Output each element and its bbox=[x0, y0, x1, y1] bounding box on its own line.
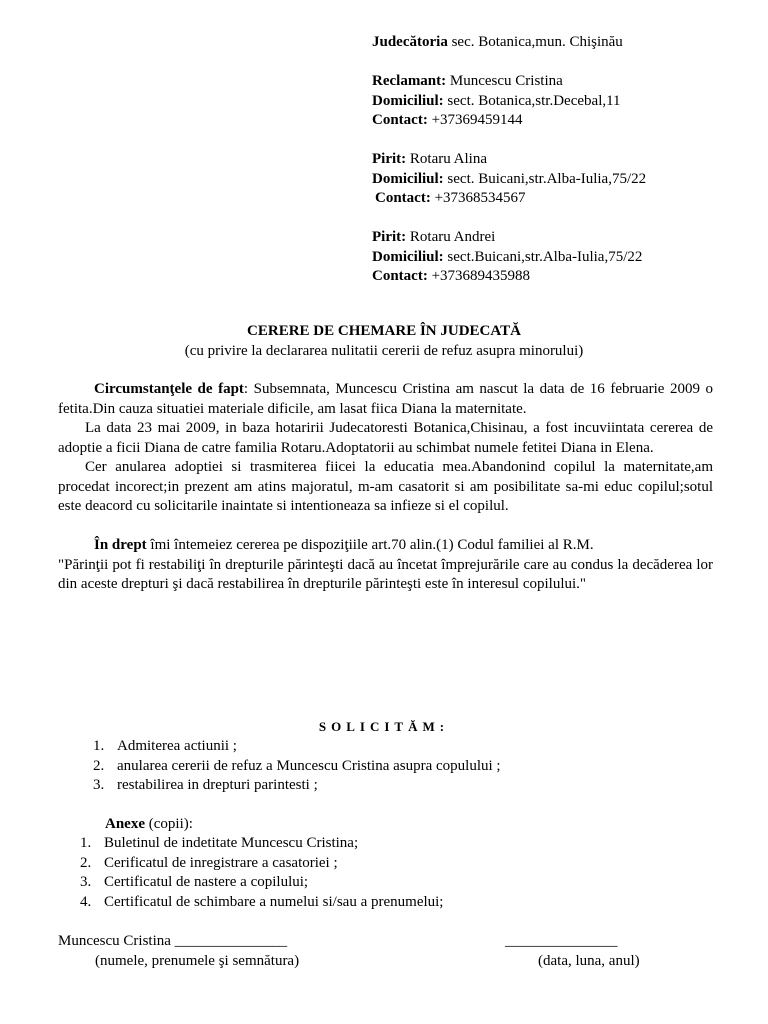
annexes-heading bbox=[105, 815, 193, 835]
annexes-list bbox=[80, 834, 720, 912]
annex-item-number: 1. bbox=[80, 835, 92, 851]
request-item-text: anularea cererii de refuz a Muncescu Cristina asupra copulului ; bbox=[117, 757, 501, 774]
defendant2-name: Rotaru Andrei bbox=[409, 229, 496, 245]
signature-date-line: _______________ bbox=[505, 933, 618, 949]
document-title bbox=[0, 322, 768, 361]
defendant2-address-line bbox=[372, 248, 752, 268]
address-label: Domiciliul: bbox=[372, 92, 444, 109]
plaintiff-address-line bbox=[372, 92, 752, 112]
document-body bbox=[58, 380, 713, 595]
title-main: CERERE DE CHEMARE ÎN JUDECATĂ bbox=[247, 323, 521, 339]
signature-date-caption: (data, luna, anul) bbox=[538, 953, 640, 969]
annex-item bbox=[80, 893, 720, 913]
plaintiff-address: sect. Botanica,str.Decebal,11 bbox=[447, 92, 621, 109]
annex-item-text: Cerificatul de inregistrare a casatoriei ; bbox=[104, 854, 338, 871]
court-value: sec. Botanica,mun. Chişinău bbox=[451, 34, 623, 50]
annex-item bbox=[80, 834, 720, 854]
plaintiff-label: Reclamant: bbox=[372, 73, 447, 89]
address-label: Domiciliul: bbox=[372, 248, 444, 265]
law-text: îmi întemeiez cererea pe dispoziţiile art.70 alin.(1) Codul familiei al R.M. bbox=[146, 537, 594, 553]
annex-item bbox=[80, 854, 720, 874]
plaintiff-name: Muncescu Cristina bbox=[449, 73, 563, 89]
defendant2-contact: +373689435988 bbox=[431, 268, 531, 284]
defendant1-line bbox=[372, 150, 752, 170]
court-line bbox=[372, 33, 752, 53]
request-item bbox=[93, 757, 713, 777]
plaintiff-line bbox=[372, 72, 752, 92]
facts-paragraph-1 bbox=[58, 380, 713, 419]
defendant2-address: sect.Buicani,str.Alba-Iulia,75/22 bbox=[447, 248, 643, 265]
facts-paragraph-2: La data 23 mai 2009, in baza hotaririi Judecatoresti Botanica,Chisinau, a fost incuviintata cererea de adoptie a ficii Diana de catre familia Rotaru.Adoptatorii au schimbat numele fetitei Diana in Elena. bbox=[58, 420, 713, 456]
request-item-text: restabilirea in drepturi parintesti ; bbox=[117, 777, 318, 793]
defendant1-contact: +37368534567 bbox=[434, 190, 526, 206]
plaintiff-contact: +37369459144 bbox=[431, 112, 523, 128]
facts-text-1: : Subsemnata, Muncescu Cristina am nascut la data de 16 februarie 2009 o fetita.Din cauza situatiei materiale dificile, am lasat fiica Diana la maternitate. bbox=[58, 381, 713, 417]
request-item-number: 1. bbox=[93, 738, 105, 754]
law-paragraph bbox=[58, 536, 713, 595]
law-label: În drept bbox=[94, 537, 147, 553]
contact-label: Contact: bbox=[375, 190, 431, 206]
defendant1-contact-line bbox=[372, 189, 752, 209]
signature-name-line: Muncescu Cristina _______________ bbox=[58, 933, 288, 949]
defendant1-address-line bbox=[372, 170, 752, 190]
law-quote: "Părinţii pot fi restabiliţi în drepturile părinteşti dacă au încetat împrejurările care au condus la decăderea lor din aceste drepturi şi dacă restabilirea în drepturile părinteşti este în interesul copilului." bbox=[58, 556, 713, 592]
annex-item-text: Certificatul de schimbare a numelui si/sau a prenumelui; bbox=[104, 893, 444, 910]
title-sub: (cu privire la declararea nulitatii cererii de refuz asupra minorului) bbox=[184, 342, 584, 359]
defendant2-contact-line bbox=[372, 267, 752, 287]
contact-label: Contact: bbox=[372, 268, 428, 284]
plaintiff-contact-line bbox=[372, 111, 752, 131]
annexes-label: Anexe bbox=[105, 816, 145, 832]
defendant-label: Pirit: bbox=[372, 229, 407, 245]
signature-name-caption: (numele, prenumele şi semnătura) bbox=[95, 953, 300, 969]
request-item-text: Admiterea actiunii ; bbox=[117, 738, 237, 754]
request-item-number: 3. bbox=[93, 777, 105, 793]
defendant1-name: Rotaru Alina bbox=[409, 151, 487, 167]
annex-item-number: 3. bbox=[80, 874, 92, 890]
court-label: Judecătoria bbox=[372, 34, 448, 50]
facts-paragraph-3: Cer anularea adoptiei si trasmiterea fiicei la educatia mea.Abandonind copilul la maternitate,am procedat incorect;in prezent am atins majoratul, m-am casatorit si am posibilitate sa-mi educ copilul;sotul este deacord cu solicitarile inaintate si intentioneaza sa infieze si el copilul. bbox=[58, 459, 713, 514]
contact-label: Contact: bbox=[372, 112, 428, 128]
request-item-number: 2. bbox=[93, 757, 105, 774]
annexes-note: (copii): bbox=[145, 816, 193, 832]
request-item bbox=[93, 737, 713, 757]
requests-heading: SOLICITĂM: bbox=[318, 719, 450, 734]
annex-item-text: Certificatul de nastere a copilului; bbox=[104, 874, 309, 890]
annex-item-text: Buletinul de indetitate Muncescu Cristina; bbox=[104, 835, 359, 851]
defendant2-line bbox=[372, 228, 752, 248]
requests-list bbox=[93, 737, 713, 796]
annex-item bbox=[80, 873, 720, 893]
request-item bbox=[93, 776, 713, 796]
header-block bbox=[372, 33, 752, 287]
facts-label: Circumstanţele de fapt bbox=[94, 381, 244, 397]
annex-item-number: 2. bbox=[80, 854, 92, 871]
annex-item-number: 4. bbox=[80, 893, 92, 910]
address-label: Domiciliul: bbox=[372, 170, 444, 187]
defendant-label: Pirit: bbox=[372, 151, 407, 167]
defendant1-address: sect. Buicani,str.Alba-Iulia,75/22 bbox=[447, 170, 647, 187]
